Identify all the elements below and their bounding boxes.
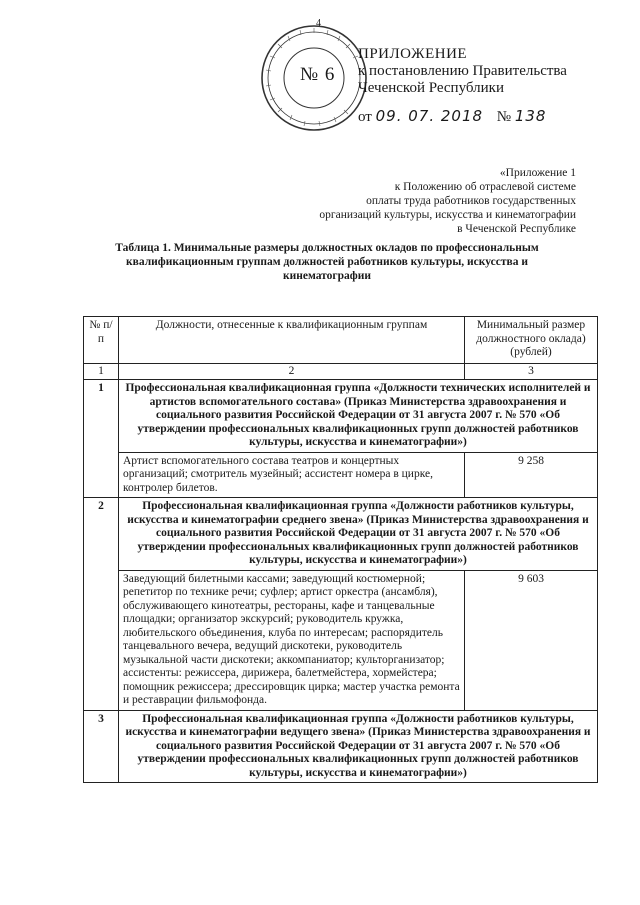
appendix-line-1: к постановлению Правительства [358, 63, 567, 79]
decree-date-line [358, 107, 546, 126]
table-header-row [84, 317, 598, 364]
date-prefix: от [358, 109, 372, 125]
annex-line-3: оплаты труда работников государственных [366, 195, 576, 207]
group-salary: 9 258 [465, 452, 598, 498]
group-number: 3 [84, 710, 119, 783]
date-value: 09. 07. 2018 [375, 107, 484, 125]
group-header-row [84, 710, 598, 783]
header-number: № п/п [84, 317, 119, 364]
annex-line-2: к Положению об отраслевой системе [394, 181, 576, 193]
group-positions-row [84, 570, 598, 710]
group-title: Профессиональная квалификационная группа «Должности технических исполнителей и артистов вспомогательного состава» (Приказ Министерства здравоохранения и социального развития Российской Федерации от 31 августа 2007 г. № 570 «Об утверждении профессиональных квалификационных групп должностей работников культуры, искусства и кинематографии») [119, 380, 598, 453]
group-title: Профессиональная квалификационная группа «Должности работников культуры, искусства и кинематографии среднего звена» (Приказ Министерства здравоохранения и социального развития Российской Федерации от 31 августа 2007 г. № 570 «Об утверждении профессиональных квалификационных групп должностей работников культуры, искусства и кинематографии») [119, 498, 598, 571]
group-number: 1 [84, 380, 119, 498]
appendix-title: ПРИЛОЖЕНИЕ [358, 46, 468, 62]
annex-line-4: организаций культуры, искусства и кинематографии [319, 209, 576, 221]
group-positions: Артист вспомогательного состава театров и концертных организаций; смотритель музейный; ассистент номера в цирке, контролер билетов. [119, 452, 465, 498]
annex-reference [280, 166, 576, 236]
group-positions-row [84, 452, 598, 498]
group-positions: Заведующий билетными кассами; заведующий костюмерной; репетитор по технике речи; суфлер; артист оркестра (ансамбля), обслуживающего кинотеатры, рестораны, кафе и танцевальные площадки; организатор экскурсий; руководитель кружка, любительского объединения, клуба по интересам; распорядитель танцевального вечера, ведущий дискотеки, руководитель музыкальной части дискотеки; аккомпаниатор; культорганизатор; ассистенты: режиссера, дирижера, балетмейстера, хормейстера; помощник режиссера; дрессировщик цирка; мастер участка ремонта и реставрации фильмофонда. [119, 570, 465, 710]
column-number: 3 [465, 364, 598, 380]
annex-line-1: «Приложение 1 [499, 167, 576, 179]
header-salary: Минимальный размер должностного оклада) (рублей) [465, 317, 598, 364]
annex-line-5: в Чеченской Республике [457, 223, 576, 235]
column-number: 1 [84, 364, 119, 380]
table-title: Таблица 1. Минимальные размеры должностных окладов по профессиональным квалификационным группам должностей работников культуры, искусства и кинематографии [115, 242, 539, 282]
salary-table [83, 316, 598, 783]
number-prefix: № [496, 109, 512, 125]
group-number: 2 [84, 498, 119, 711]
column-number: 2 [119, 364, 465, 380]
header-positions: Должности, отнесенные к квалификационным группам [119, 317, 465, 364]
page-number: 4 [316, 18, 321, 29]
group-header-row [84, 380, 598, 453]
number-value: 138 [514, 107, 547, 125]
group-header-row [84, 498, 598, 571]
group-title: Профессиональная квалификационная группа «Должности работников культуры, искусства и кинематографии ведущего звена» (Приказ Министерства здравоохранения и социального развития Российской Федерации от 31 августа 2007 г. № 570 «Об утверждении профессиональных квалификационных групп должностей работников культуры, искусства и кинематографии») [119, 710, 598, 783]
appendix-line-2: Чеченской Республики [358, 80, 504, 96]
appendix-header [358, 46, 567, 97]
column-number-row [84, 364, 598, 380]
seal-number: № 6 [300, 64, 336, 85]
group-salary: 9 603 [465, 570, 598, 710]
